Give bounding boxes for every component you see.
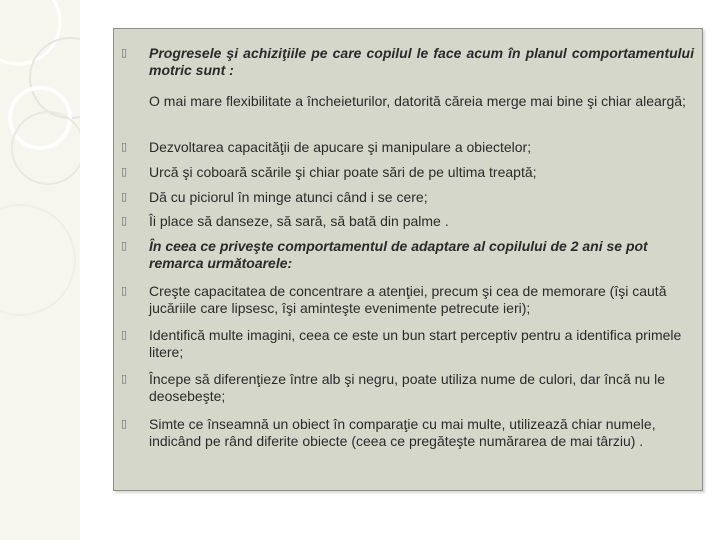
item-text: Identifică multe imagini, ceea ce este un bun start perceptiv pentru a identifica primele litere; [149,327,682,360]
bullet-icon: ▯ [120,140,128,153]
bullet-icon: ▯ [120,214,128,227]
item-text: Dezvoltarea capacităţii de apucare şi manipulare a obiectelor; [149,139,532,155]
item-text: Creşte capacitatea de concentrare a atenţiei, precum şi cea de memorare (îşi caută jucăriile care lipsesc, îşi aminteşte evenimente petrecute ieri); [149,283,667,316]
bullet-icon: ▯ [120,239,128,252]
heading-text: Progresele şi achiziţiile pe care copilul le face acum în planul comportamentului motric sunt : [149,45,694,78]
bullet-icon: ▯ [120,46,128,59]
bullet-icon: ▯ [120,372,128,385]
bullet-icon: ▯ [120,284,128,297]
content-box [113,28,703,491]
item-text: Îi place să danseze, să sară, să bată din palme . [149,213,449,229]
bullet-icon: ▯ [120,190,128,203]
bullet-icon: ▯ [120,417,128,430]
intro-text: O mai mare flexibilitate a încheieturilor, datorită căreia merge mai bine şi chiar aleargă; [149,93,686,109]
subheading-text: În ceea ce priveşte comportamentul de adaptare al copilului de 2 ani se pot remarca următoarele: [149,238,648,271]
decorative-circles [0,0,80,540]
bullet-icon: ▯ [120,328,128,341]
bullet-icon: ▯ [120,165,128,178]
item-text: Dă cu piciorul în minge atunci când i se cere; [149,189,428,205]
item-text: Începe să diferenţieze între alb şi negru, poate utiliza nume de culori, dar încă nu le deosebeşte; [149,371,665,404]
item-text: Urcă şi coboară scările şi chiar poate sări de pe ultima treaptă; [149,164,537,180]
item-text: Simte ce înseamnă un obiect în comparaţie cu mai multe, utilizează chiar numele, indicând pe rând diferite obiecte (ceea ce pregăteşte numărarea de mai târziu) . [149,416,656,449]
